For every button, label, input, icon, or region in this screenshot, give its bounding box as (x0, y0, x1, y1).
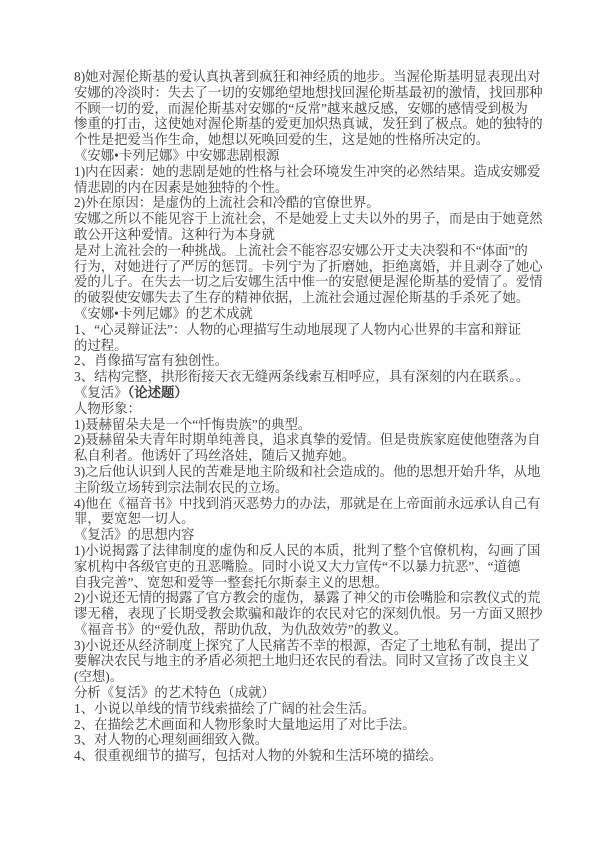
text-line: 敢公开这种爱情。这种行为本身就 (74, 226, 275, 242)
text-line: 家机构中各级官吏的丑恶嘴脸。同时小说又大力宣传“不以暴力抗恶”、“道德 (74, 558, 521, 574)
text-line: 自我完善”、宽恕和爱等一整套托尔斯泰主义的思想。 (74, 574, 388, 590)
text-line: 惨重的打击，这使她对渥伦斯基的爱更加炽热真诚，发狂到了极点。她的独特的 (74, 116, 543, 132)
text-line: 2)小说还无情的揭露了官方教会的虚伪，暴露了神父的市侩嘴脸和宗教仪式的荒 (74, 590, 541, 606)
text-line: 的破裂使安娜失去了生存的精神依据，上流社会通过渥伦斯基的手杀死了她。 (74, 290, 530, 306)
text-line: 分析《复活》的艺术特色（成就） (74, 685, 275, 701)
text-line: 《安娜•卡列尼娜》中安娜悲剧根源 (74, 147, 280, 163)
text-line: 1、小说以单线的情节线索描绘了广阔的社会生活。 (74, 700, 376, 716)
text-line: 主阶级立场转到宗法制农民的立场。 (74, 479, 289, 495)
text-line: 1)内在因素：她的悲剧是她的性格与社会环境发生冲突的必然结果。造成安娜爱 (74, 163, 541, 179)
text-line: 2)外在原因：是虚伪的上流社会和冷酷的官僚世界。 (74, 195, 380, 211)
text-line: 安娜之所以不能见容于上流社会，不是她爱上丈夫以外的男子，而是由于她竟然 (74, 211, 543, 227)
text-line: 3)之后他认识到人民的苦难是地主阶级和社会造成的。他的思想开始升华，从地 (74, 463, 541, 479)
text-line: 3、结构完整，拱形衔接天衣无缝两条线索互相呼应，具有深刻的内在联系。。 (74, 369, 530, 385)
text-line: 情悲剧的内在因素是她独特的个性。 (74, 179, 289, 195)
text-segment: 《复活》 (74, 384, 128, 400)
text-line: 2、肖像描写富有独创性。 (74, 353, 228, 369)
text-line: 8)她对渥伦斯基的爱认真执著到疯狂和神经质的地步。当渥伦斯基明显表现出对 (74, 69, 541, 84)
text-segment-bold: （论述题） (127, 384, 188, 400)
text-line: 1)小说揭露了法律制度的虚伪和反人民的本质，批判了整个官僚机构，勾画了国 (74, 542, 541, 558)
text-line: 是对上流社会的一种挑战。上流社会不能容忍安娜公开丈夫决裂和不“体面”的 (74, 242, 528, 258)
text-line: 4、很重视细节的描写，包括对人物的外貌和生活环境的描绘。 (74, 748, 443, 764)
text-line: 1、“心灵辩证法”：人物的心理描写生动地展现了人物内心世界的丰富和辩证 (74, 321, 522, 337)
text-line: (空想)。 (74, 669, 124, 685)
text-line: 《福音书》的“爱仇敌，帮助仇敌，为仇敌效劳”的教义。 (74, 621, 408, 637)
text-line: 要解决农民与地主的矛盾必须把土地归还农民的看法。同时又宣扬了改良主义 (74, 653, 530, 669)
text-line: 爱的儿子。在失去一切之后安娜生活中惟一的安慰便是渥伦斯基的爱情了。爱情 (74, 274, 543, 290)
text-line: 1)聂赫留朵夫是一个“忏悔贵族”的典型。 (74, 416, 312, 432)
text-line: 不顾一切的爱，而渥伦斯基对安娜的“反常”越来越反感，安娜的感情受到极为 (74, 100, 528, 116)
text-line: 罪，要宽恕一切人。 (74, 511, 195, 527)
text-line: 3、对人物的心理刻画细致入微。 (74, 732, 269, 748)
text-line: 的过程。 (74, 337, 128, 353)
text-line: 《复活》的思想内容 (74, 527, 195, 543)
text-line: 谬无稽，表现了长期受教会欺骗和敲诈的农民对它的深刻仇恨。另一方面又照抄 (74, 606, 543, 622)
text-line (74, 385, 544, 401)
text-line: 《安娜•卡列尼娜》的艺术成就 (74, 305, 253, 321)
text-line: 4)他在《福音书》中找到消灭恶势力的办法，那就是在上帝面前永远承认自己有 (74, 495, 541, 511)
text-line: 2、在描绘艺术画面和人物形象时大量地运用了对比手法。 (74, 716, 416, 732)
text-line: 2)聂赫留朵夫青年时期单纯善良，追求真挚的爱情。但是贵族家庭使他堕落为自 (74, 432, 541, 448)
text-line: 3)小说还从经济制度上探究了人民痛苦不幸的根源，否定了土地私有制，提出了 (74, 637, 541, 653)
text-line: 私自利者。他诱奸了玛丝洛娃，随后又抛弃她。 (74, 448, 356, 464)
text-block (74, 69, 544, 764)
text-line: 行为，对她进行了严厉的惩罚。卡列宁为了折磨她，拒绝离婚，并且剥夺了她心 (74, 258, 543, 274)
text-line: 个性是把爱当作生命，她想以死唤回爱的生，这是她的性格所决定的。 (74, 132, 490, 148)
text-line: 安娜的冷淡时：失去了一切的安娜绝望地想找回渥伦斯基最初的激情，找回那种 (74, 84, 543, 100)
text-line: 人物形象： (74, 400, 141, 416)
